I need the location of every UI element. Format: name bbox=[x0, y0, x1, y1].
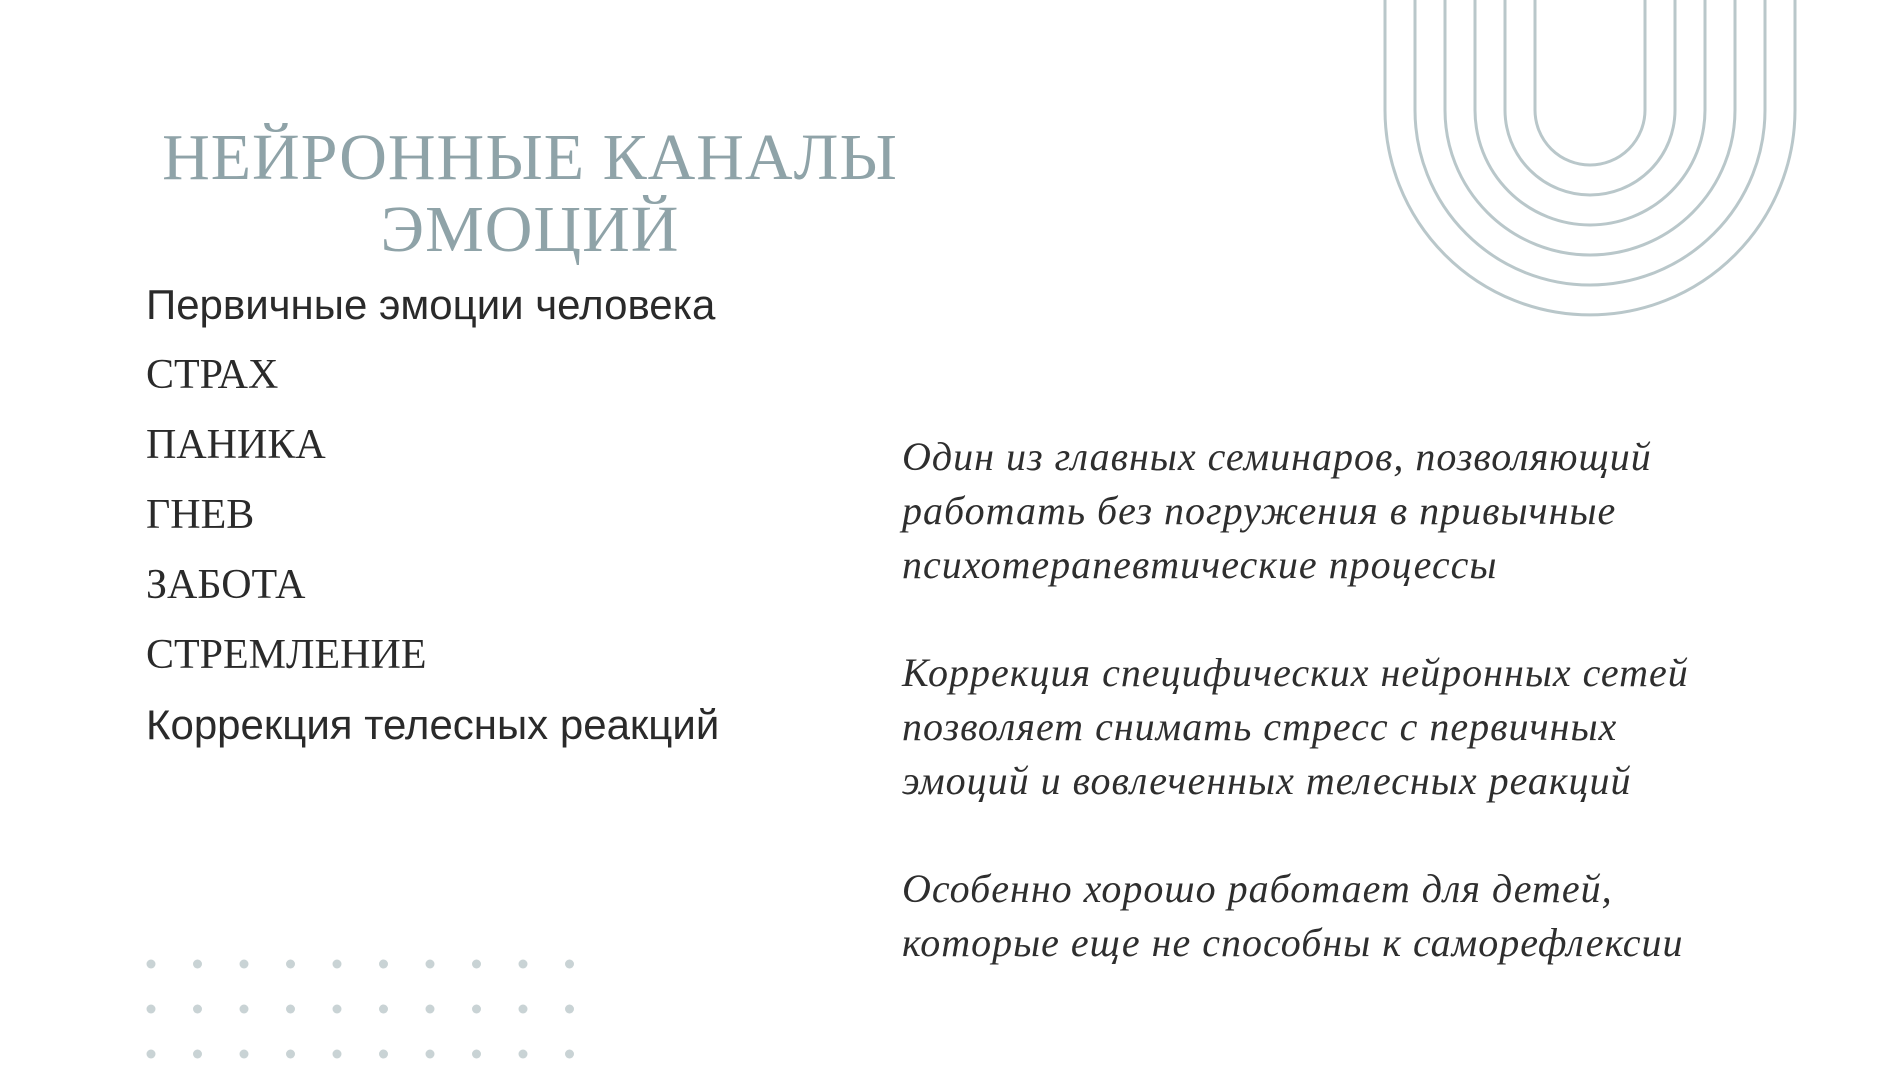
emotion-item: ГНЕВ bbox=[146, 492, 255, 538]
decorative-dot bbox=[565, 1005, 574, 1014]
decorative-dot bbox=[565, 1050, 574, 1059]
decorative-dot bbox=[333, 1005, 342, 1014]
decorative-dot bbox=[147, 1005, 156, 1014]
arch-decoration bbox=[1370, 0, 1810, 340]
decorative-dot bbox=[519, 1005, 528, 1014]
decorative-dot bbox=[426, 1050, 435, 1059]
decorative-dot bbox=[472, 1005, 481, 1014]
decorative-dot bbox=[472, 960, 481, 969]
emotion-list bbox=[146, 270, 719, 760]
decorative-dot bbox=[193, 960, 202, 969]
decorative-dot bbox=[379, 960, 388, 969]
decorative-dot bbox=[426, 960, 435, 969]
decorative-dot bbox=[426, 1005, 435, 1014]
decorative-dot bbox=[379, 1050, 388, 1059]
decorative-dot bbox=[519, 1050, 528, 1059]
emotions-footer: Коррекция телесных реакций bbox=[146, 701, 720, 748]
emotions-heading: Первичные эмоции человека bbox=[146, 281, 716, 328]
decorative-dot bbox=[379, 1005, 388, 1014]
description-paragraph-3: Особенно хорошо работает для детей, которые еще не способны к саморефлексии bbox=[902, 866, 1684, 965]
dot-grid-decoration bbox=[140, 952, 580, 1062]
decorative-dot bbox=[240, 960, 249, 969]
decorative-dot bbox=[333, 960, 342, 969]
decorative-dot bbox=[519, 960, 528, 969]
decorative-dot bbox=[472, 1050, 481, 1059]
page-title bbox=[130, 122, 930, 266]
description-paragraph-1: Один из главных семинаров, позволяющий работать без погружения в привычные психотерапевтические процессы bbox=[902, 434, 1652, 587]
decorative-dot bbox=[240, 1050, 249, 1059]
emotion-item: ЗАБОТА bbox=[146, 562, 306, 608]
decorative-dot bbox=[193, 1005, 202, 1014]
decorative-dot bbox=[240, 1005, 249, 1014]
decorative-dot bbox=[565, 960, 574, 969]
emotion-item: ПАНИКА bbox=[146, 422, 326, 468]
decorative-dot bbox=[286, 960, 295, 969]
decorative-dot bbox=[147, 960, 156, 969]
emotion-item: СТРАХ bbox=[146, 352, 279, 398]
description-paragraph-2: Коррекция специфических нейронных сетей позволяет снимать стресс с первичных эмоций и вовлеченных телесных реакций bbox=[902, 650, 1689, 803]
decorative-dot bbox=[147, 1050, 156, 1059]
decorative-dot bbox=[286, 1005, 295, 1014]
decorative-dot bbox=[333, 1050, 342, 1059]
decorative-dot bbox=[193, 1050, 202, 1059]
title-line-1: НЕЙРОННЫЕ КАНАЛЫ bbox=[162, 121, 898, 195]
description-block bbox=[902, 430, 1842, 970]
emotion-item: СТРЕМЛЕНИЕ bbox=[146, 632, 427, 678]
decorative-dot bbox=[286, 1050, 295, 1059]
title-line-2: ЭМОЦИЙ bbox=[380, 193, 680, 267]
